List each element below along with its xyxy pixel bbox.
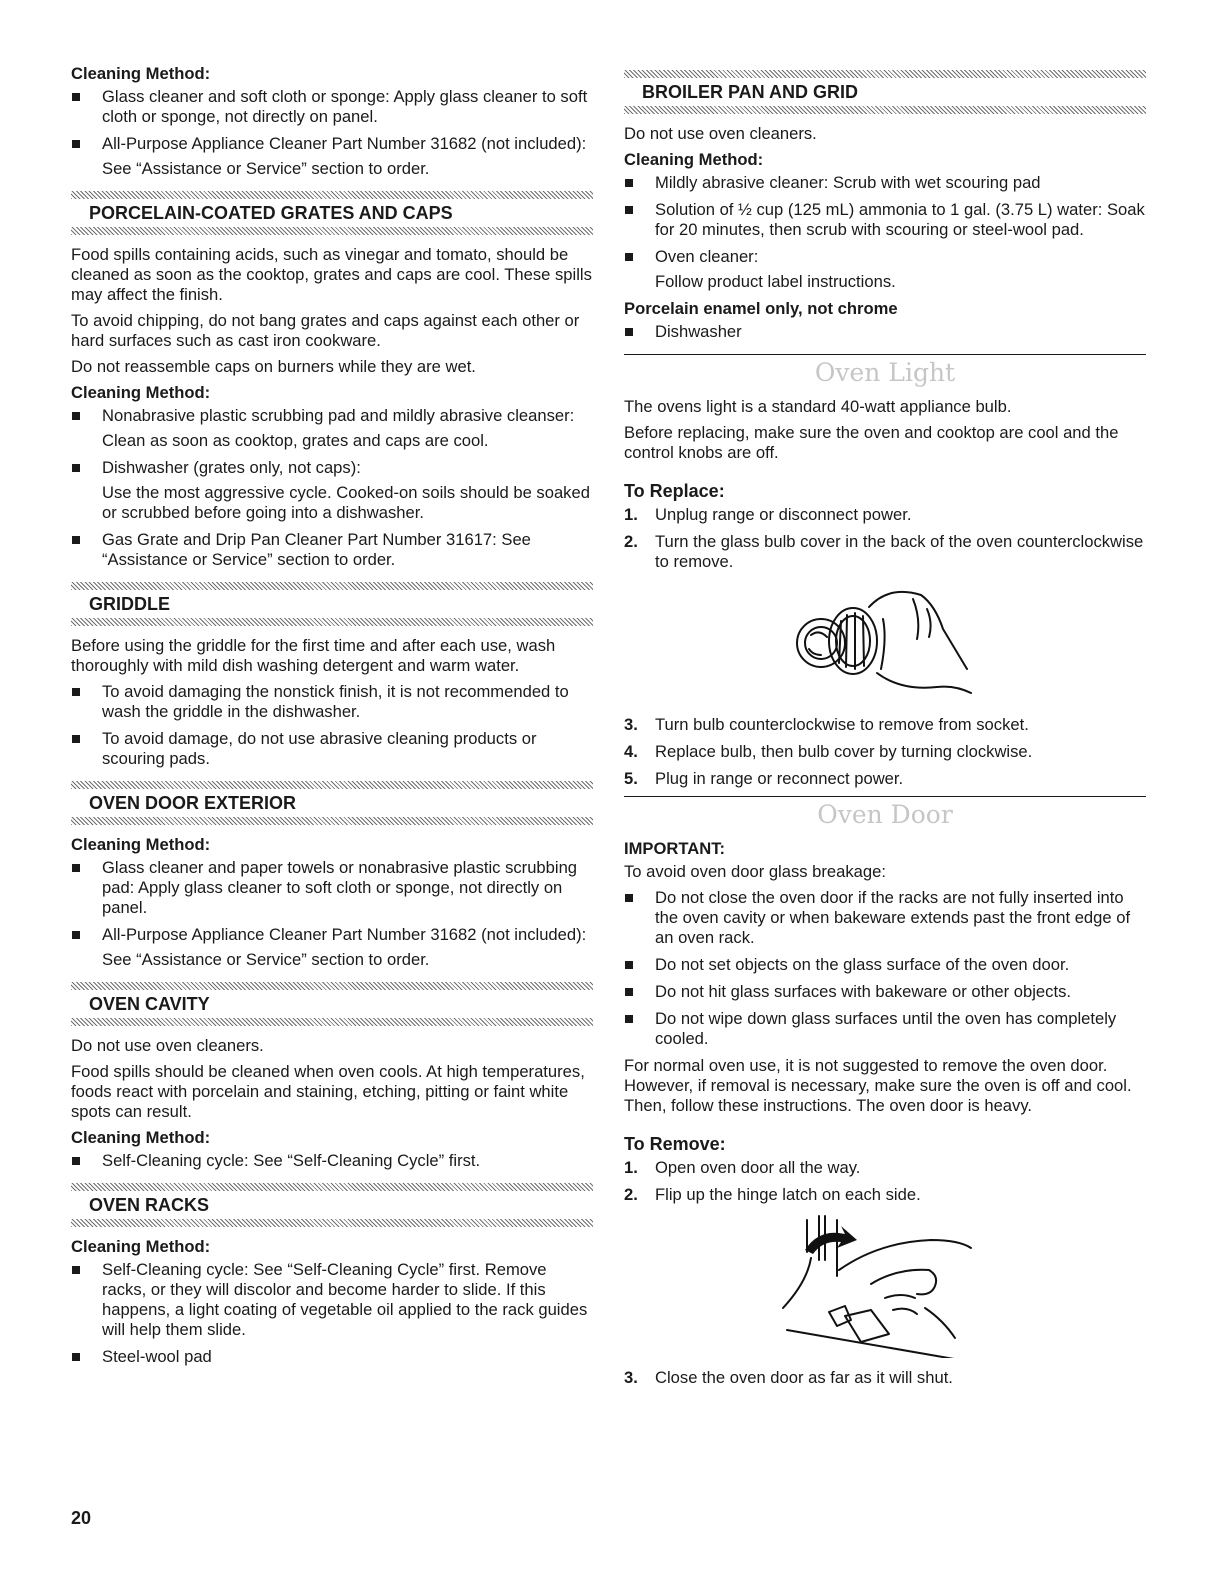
door-exterior-list <box>71 858 593 970</box>
paragraph: To avoid oven door glass breakage: <box>624 862 886 881</box>
list-item-continuation: See “Assistance or Service” section to order. <box>102 159 430 178</box>
list-item: Do not close the oven door if the racks are not fully inserted into the oven cavity or when bakeware extends past the front edge of an oven rack. <box>624 888 1146 948</box>
paragraph: Food spills containing acids, such as vinegar and tomato, should be cleaned as soon as the cooktop, grates and caps are cool. These spills may affect the finish. <box>71 245 592 304</box>
list-item: Oven cleaner: Follow product label instructions. <box>624 247 1146 292</box>
list-item: All-Purpose Appliance Cleaner Part Number 31682 (not included): See “Assistance or Service” section to order. <box>71 134 593 179</box>
hatch-divider <box>71 817 593 825</box>
paragraph: Before using the griddle for the first time and after each use, wash thoroughly with mild dish washing detergent and warm water. <box>71 636 556 675</box>
page-number: 20 <box>71 1508 92 1528</box>
method-label: Cleaning Method: <box>71 835 211 854</box>
to-remove-label: To Remove: <box>624 1134 726 1154</box>
list-item: Self-Cleaning cycle: See “Self-Cleaning Cycle” first. <box>71 1151 593 1171</box>
section-title: OVEN CAVITY <box>89 994 210 1014</box>
door-important-list <box>624 888 1146 1049</box>
hinge-latch-illustration <box>775 1212 995 1358</box>
section-title: BROILER PAN AND GRID <box>642 82 858 102</box>
section-title: GRIDDLE <box>89 594 170 614</box>
list-item: 3. Close the oven door as far as it will shut. <box>624 1368 953 1387</box>
list-item: Solution of ½ cup (125 mL) ammonia to 1 gal. (3.75 L) water: Soak for 20 minutes, then scrub with scouring or steel-wool pad. <box>624 200 1146 240</box>
hatch-divider <box>71 781 593 789</box>
method-label: Cleaning Method: <box>624 150 764 169</box>
paragraph: Do not use oven cleaners. <box>624 124 817 143</box>
hatch-divider <box>71 191 593 199</box>
list-item: To avoid damaging the nonstick finish, it is not recommended to wash the griddle in the dishwasher. <box>71 682 593 722</box>
bulb-cover-illustration <box>785 579 985 705</box>
list-item: Glass cleaner and paper towels or nonabrasive plastic scrubbing pad: Apply glass cleaner to soft cloth or sponge, not directly on panel. <box>71 858 593 918</box>
list-item: Dishwasher (grates only, not caps): Use the most aggressive cycle. Cooked-on soils should be soaked or scrubbed before going into a dishwasher. <box>71 458 593 523</box>
list-item: 4. Replace bulb, then bulb cover by turning clockwise. <box>624 742 1033 761</box>
list-item: Steel-wool pad <box>71 1347 593 1367</box>
remove-steps <box>624 1158 1146 1205</box>
list-item: 2. Turn the glass bulb cover in the back of the oven counterclockwise to remove. <box>624 532 1144 571</box>
section-header-broiler <box>624 70 1146 114</box>
right-column <box>624 64 1146 1395</box>
list-item: Dishwasher <box>624 322 1146 342</box>
section-title: PORCELAIN-COATED GRATES AND CAPS <box>89 203 453 223</box>
section-header-porcelain <box>71 191 593 235</box>
intro-method-list <box>71 87 593 179</box>
hatch-divider <box>624 70 1146 78</box>
paragraph: The ovens light is a standard 40-watt appliance bulb. <box>624 397 1012 416</box>
hatch-divider <box>71 982 593 990</box>
hatch-divider <box>71 227 593 235</box>
method-label: Cleaning Method: <box>71 1128 211 1147</box>
section-header-racks <box>71 1183 593 1227</box>
list-item: All-Purpose Appliance Cleaner Part Number 31682 (not included): See “Assistance or Service” section to order. <box>71 925 593 970</box>
paragraph: Before replacing, make sure the oven and cooktop are cool and the control knobs are off. <box>624 423 1119 462</box>
porcelain-enamel-label: Porcelain enamel only, not chrome <box>624 299 898 318</box>
oven-door-heading: Oven Door <box>624 796 1146 839</box>
paragraph: Food spills should be cleaned when oven cools. At high temperatures, foods react with porcelain and staining, etching, pitting or faint white spots can result. <box>71 1062 585 1121</box>
section-title: OVEN DOOR EXTERIOR <box>89 793 297 813</box>
hatch-divider <box>71 1018 593 1026</box>
list-item: 1. Open oven door all the way. <box>624 1158 861 1177</box>
porcelain-method-list <box>71 406 593 570</box>
left-column <box>71 64 593 1374</box>
replace-steps <box>624 505 1146 572</box>
section-header-cavity <box>71 982 593 1026</box>
remove-steps-continued <box>624 1368 1146 1388</box>
important-label: IMPORTANT: <box>624 839 726 858</box>
paragraph: For normal oven use, it is not suggested to remove the oven door. However, if removal is necessary, make sure the oven is off and cool. Then, follow these instructions. The oven door is heavy. <box>624 1056 1132 1115</box>
replace-steps-continued <box>624 715 1146 789</box>
section-title: OVEN RACKS <box>89 1195 210 1215</box>
list-item: 5. Plug in range or reconnect power. <box>624 769 904 788</box>
list-item: 1. Unplug range or disconnect power. <box>624 505 912 524</box>
list-item: Self-Cleaning cycle: See “Self-Cleaning Cycle” first. Remove racks, or they will discolor and become harder to slide. If this happens, a light coating of vegetable oil applied to the rack guides will help them slide. <box>71 1260 593 1340</box>
list-item: Do not set objects on the glass surface of the oven door. <box>624 955 1146 975</box>
paragraph: To avoid chipping, do not bang grates and caps against each other or hard surfaces such as cast iron cookware. <box>71 311 580 350</box>
list-item: 3. Turn bulb counterclockwise to remove from socket. <box>624 715 1029 734</box>
list-item-continuation: Clean as soon as cooktop, grates and caps are cool. <box>102 431 489 450</box>
method-label: Cleaning Method: <box>71 1237 211 1256</box>
porcelain-enamel-list <box>624 322 1146 342</box>
hatch-divider <box>71 582 593 590</box>
to-replace-label: To Replace: <box>624 481 725 501</box>
list-item: 2. Flip up the hinge latch on each side. <box>624 1185 921 1204</box>
list-item: Do not hit glass surfaces with bakeware or other objects. <box>624 982 1146 1002</box>
hatch-divider <box>71 618 593 626</box>
hatch-divider <box>71 1183 593 1191</box>
section-header-door-exterior <box>71 781 593 825</box>
list-item-continuation: See “Assistance or Service” section to order. <box>102 950 430 969</box>
broiler-list <box>624 173 1146 292</box>
list-item: Gas Grate and Drip Pan Cleaner Part Number 31617: See “Assistance or Service” section to order. <box>71 530 593 570</box>
list-item: Mildly abrasive cleaner: Scrub with wet scouring pad <box>624 173 1146 193</box>
paragraph: Do not reassemble caps on burners while they are wet. <box>71 357 476 376</box>
intro-method-label: Cleaning Method: <box>71 64 211 83</box>
racks-list <box>71 1260 593 1367</box>
list-item: Nonabrasive plastic scrubbing pad and mildly abrasive cleanser: Clean as soon as cooktop, grates and caps are cool. <box>71 406 593 451</box>
list-item: Do not wipe down glass surfaces until the oven has completely cooled. <box>624 1009 1146 1049</box>
oven-light-heading: Oven Light <box>624 354 1146 397</box>
griddle-list <box>71 682 593 769</box>
list-item-continuation: Follow product label instructions. <box>655 272 896 291</box>
hatch-divider <box>71 1219 593 1227</box>
method-label: Cleaning Method: <box>71 383 211 402</box>
paragraph: Do not use oven cleaners. <box>71 1036 264 1055</box>
hatch-divider <box>624 106 1146 114</box>
cavity-list <box>71 1151 593 1171</box>
list-item: Glass cleaner and soft cloth or sponge: Apply glass cleaner to soft cloth or sponge, not directly on panel. <box>71 87 593 127</box>
list-item-continuation: Use the most aggressive cycle. Cooked-on soils should be soaked or scrubbed before going into a dishwasher. <box>102 483 590 522</box>
section-header-griddle <box>71 582 593 626</box>
list-item: To avoid damage, do not use abrasive cleaning products or scouring pads. <box>71 729 593 769</box>
